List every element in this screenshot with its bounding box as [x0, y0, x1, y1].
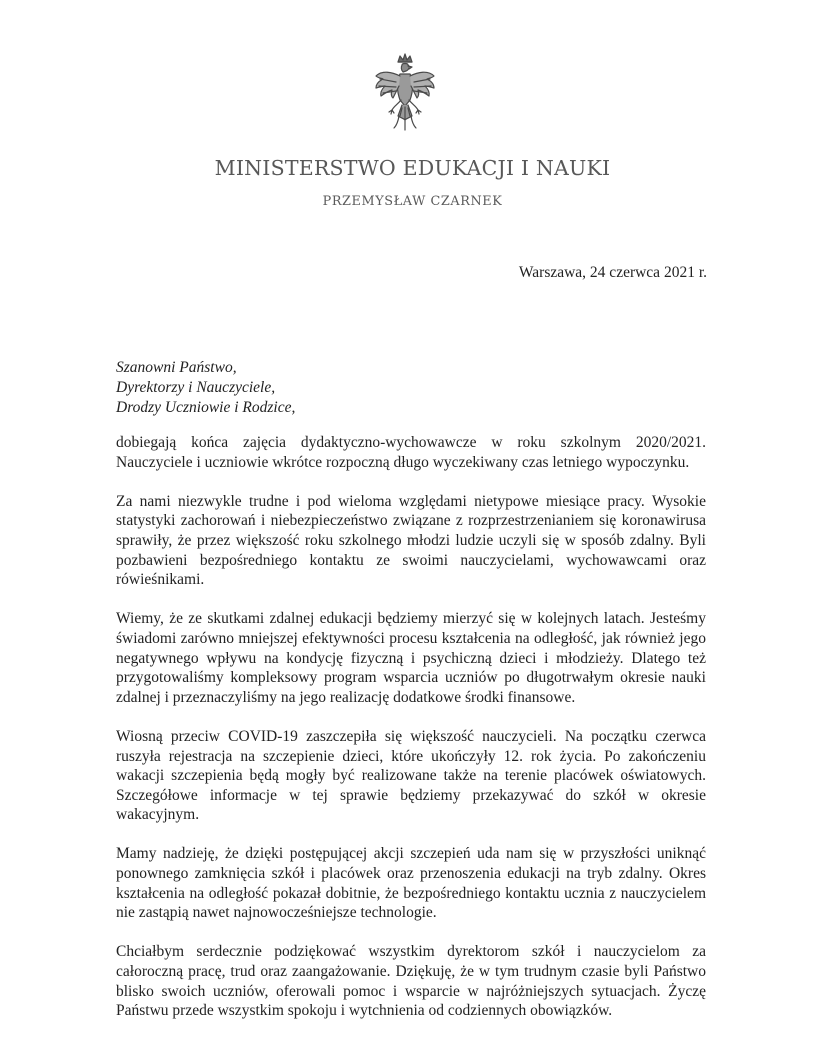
letter-paragraph: Chciałbym serdecznie podziękować wszystkim dyrektorom szkół i nauczycielom za całoroczną pracę, trud oraz zaangażowanie. Dziękuję, że w tym trudnym czasie byli Państwo blisko swoich uczniów, oferowali pomoc i wsparcie w najróżniejszych sytuacjach. Życzę Państwu przede wszystkim spokoju i wytchnienia od codziennych obowiązków. [116, 943, 706, 1020]
ministry-name: MINISTERSTWO EDUKACJI I NAUKI [214, 156, 611, 180]
letter-paragraph: Wiosną przeciw COVID-19 zaszczepiła się większość nauczycieli. Na początku czerwca ruszyła rejestracja na szczepienie dzieci, które ukończyły 12. rok życia. Po zakończeniu wakacji szczepienia będą mogły być realizowane także na terenie placówek oświatowych. Szczegółowe informacje w tej sprawie będziemy przekazywać do szkół w okresie wakacyjnym. [116, 727, 706, 824]
salutation-line: Szanowni Państwo, [116, 359, 237, 376]
minister-name: PRZEMYSŁAW CZARNEK [322, 194, 503, 209]
letter-paragraph: dobiegają końca zajęcia dydaktyczno-wychowawcze w roku szkolnym 2020/2021. Nauczyciele i uczniowie wkrótce rozpoczną długo wyczekiwany czas letniego wypoczynku. [116, 434, 706, 471]
polish-eagle-emblem-icon [372, 52, 438, 132]
salutation-line: Drodzy Uczniowie i Rodzice, [116, 399, 296, 416]
letter-paragraph: Za nami niezwykle trudne i pod wieloma względami nietypowe miesiące pracy. Wysokie statystyki zachorowań i niebezpieczeństwo związane z rozprzestrzenianiem się koronawirusa sprawiły, że przez większość roku szkolnego młodzi ludzie uczyli się w sposób zdalny. Byli pozbawieni bezpośredniego kontaktu ze swoimi nauczycielami, wychowawcami oraz rówieśnikami. [116, 492, 706, 589]
letter-paragraph: Mamy nadzieję, że dzięki postępującej akcji szczepień uda nam się w przyszłości uniknąć ponownego zamknięcia szkół i placówek oraz przenoszenia edukacji na tryb zdalny. Okres kształcenia na odległość pokazał dobitnie, że bezpośredniego kontaktu ucznia z nauczycielem nie zastąpią nawet najnowocześniejsze technologie. [116, 845, 706, 922]
letter-dateline: Warszawa, 24 czerwca 2021 r. [518, 264, 707, 281]
letter-paragraph: Wiemy, że ze skutkami zdalnej edukacji będziemy mierzyć się w kolejnych latach. Jesteśmy świadomi zarówno mniejszej efektywności procesu kształcenia na odległość, jak również jego negatywnego wpływu na kondycję fizyczną i psychiczną dzieci i młodzieży. Dlatego też przygotowaliśmy kompleksowy program wsparcia uczniów po długotrwałym okresie nauki zdalnej i przeznaczyliśmy na jego realizację dodatkowe środki finansowe. [116, 610, 706, 706]
letter-body [116, 433, 706, 1040]
salutation-line: Dyrektorzy i Nauczyciele, [116, 379, 276, 396]
letter-salutation [116, 358, 295, 418]
